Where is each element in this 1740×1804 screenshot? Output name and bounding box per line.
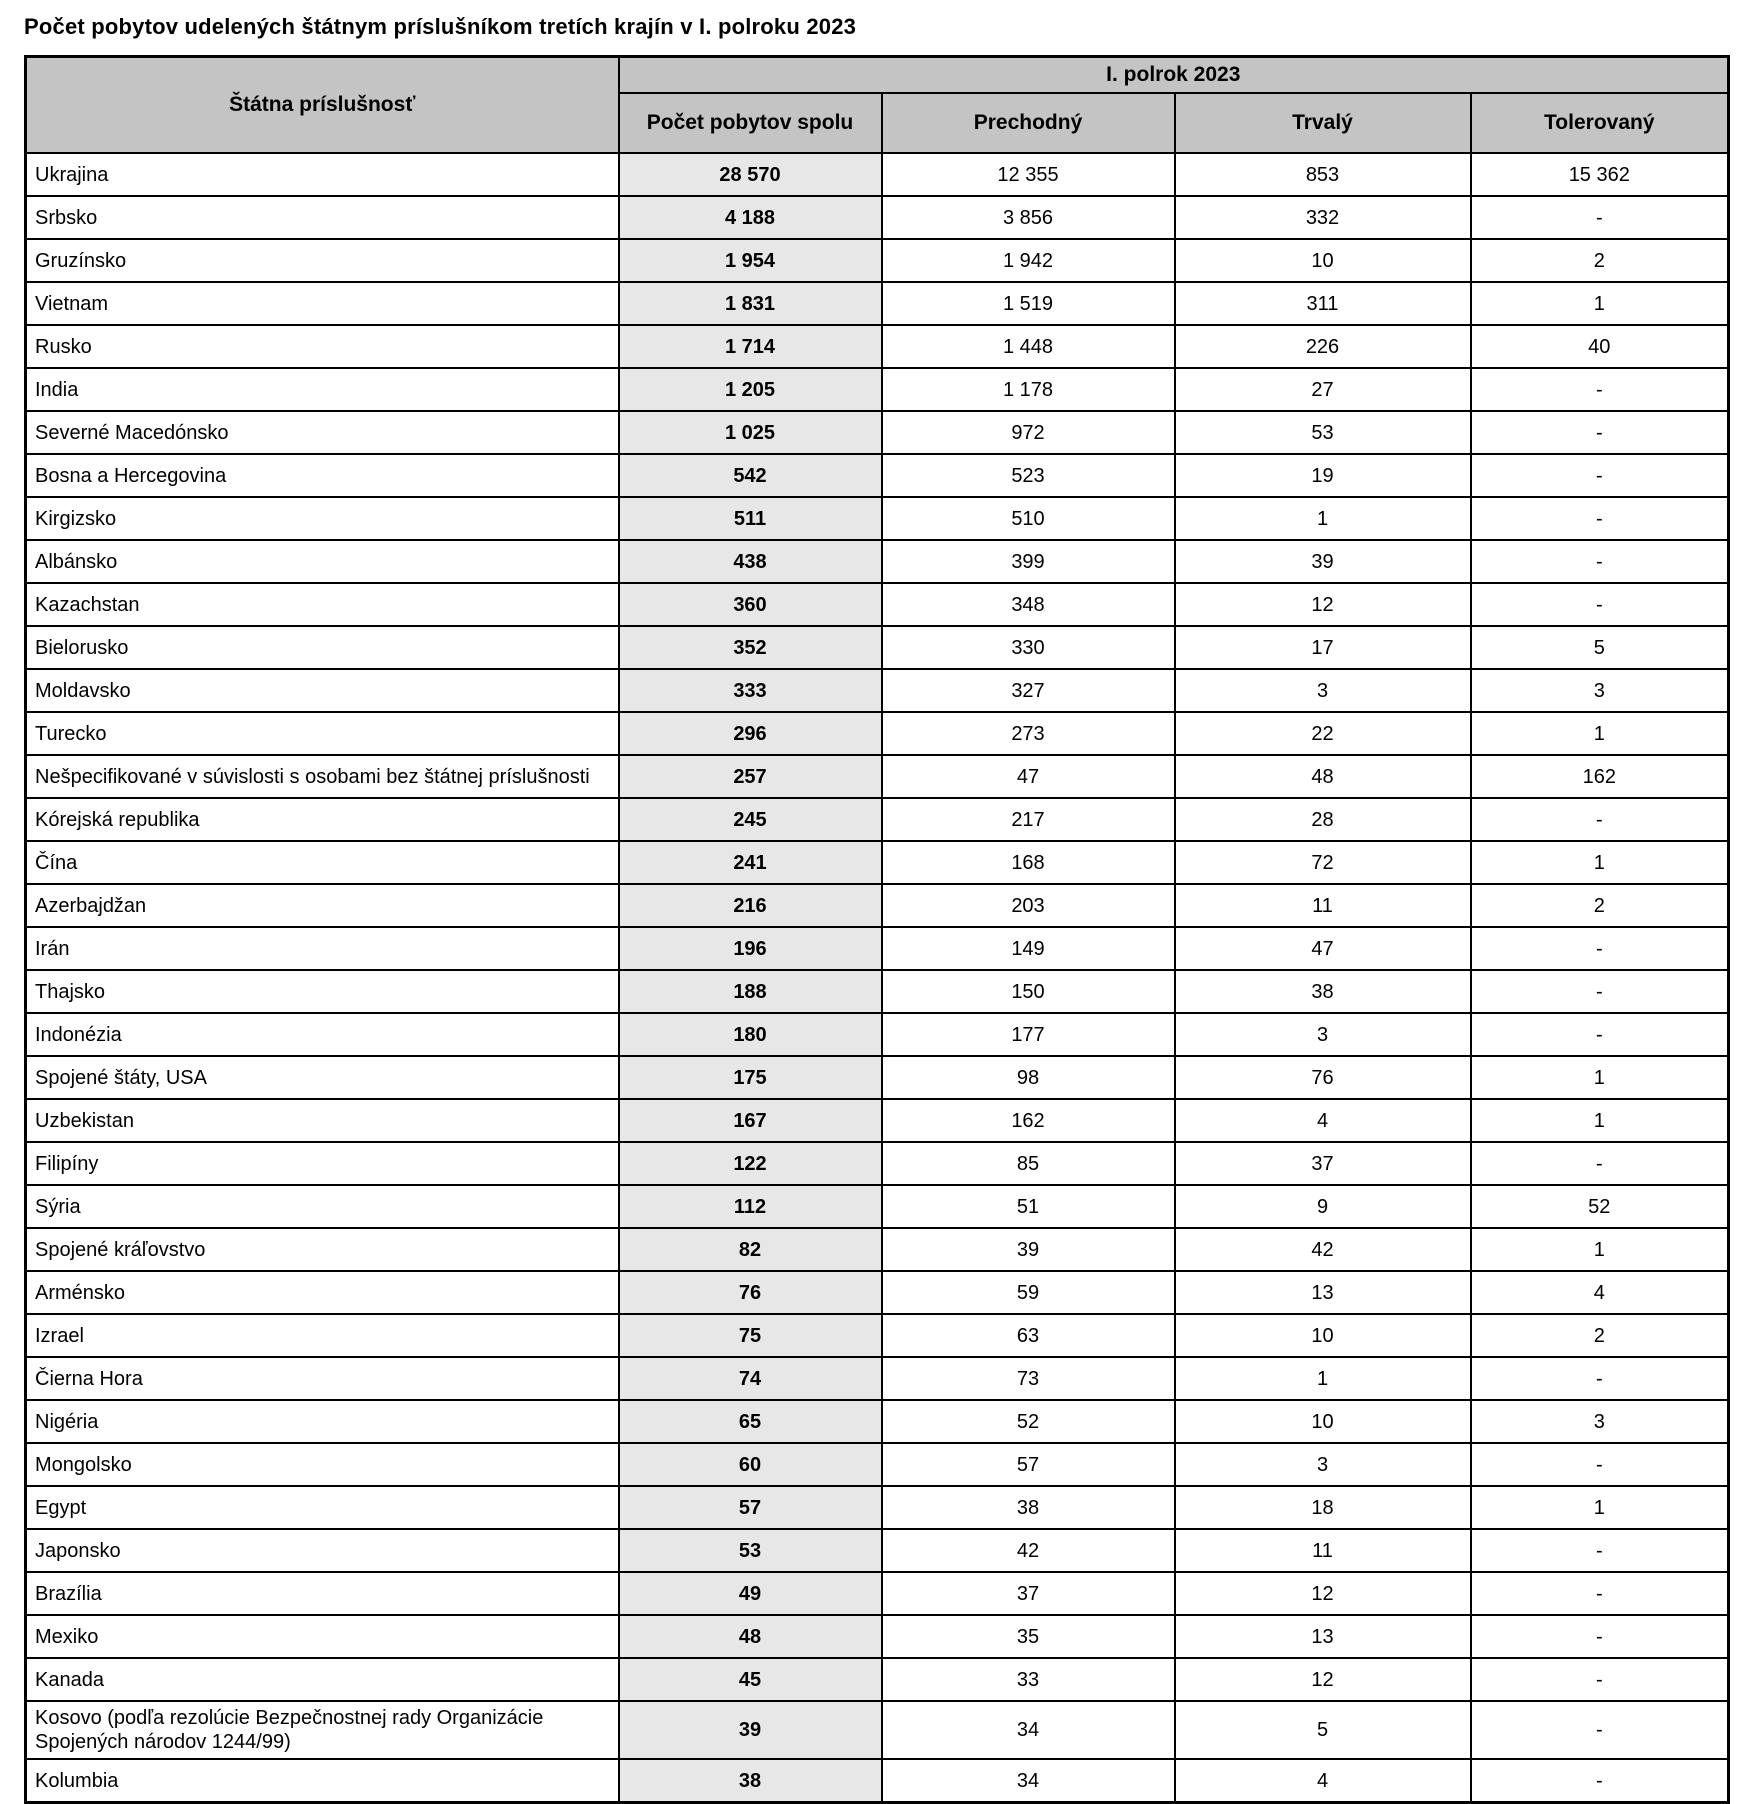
- total-cell: 74: [619, 1357, 882, 1400]
- table-row: [26, 1486, 1729, 1529]
- permanent-cell: 48: [1175, 755, 1471, 798]
- total-cell: 57: [619, 1486, 882, 1529]
- temporary-cell: 42: [882, 1529, 1175, 1572]
- col-header-total: Počet pobytov spolu: [619, 93, 882, 153]
- tolerated-cell: -: [1471, 1658, 1729, 1701]
- temporary-cell: 273: [882, 712, 1175, 755]
- total-cell: 28 570: [619, 153, 882, 196]
- country-cell: Uzbekistan: [26, 1099, 619, 1142]
- temporary-cell: 149: [882, 927, 1175, 970]
- total-cell: 60: [619, 1443, 882, 1486]
- table-row: [26, 497, 1729, 540]
- total-cell: 112: [619, 1185, 882, 1228]
- total-cell: 53: [619, 1529, 882, 1572]
- col-header-period: I. polrok 2023: [619, 57, 1729, 94]
- country-cell: Japonsko: [26, 1529, 619, 1572]
- total-cell: 1 205: [619, 368, 882, 411]
- country-cell: Gruzínsko: [26, 239, 619, 282]
- temporary-cell: 217: [882, 798, 1175, 841]
- temporary-cell: 34: [882, 1701, 1175, 1759]
- temporary-cell: 37: [882, 1572, 1175, 1615]
- total-cell: 175: [619, 1056, 882, 1099]
- table-row: [26, 454, 1729, 497]
- country-cell: Izrael: [26, 1314, 619, 1357]
- temporary-cell: 85: [882, 1142, 1175, 1185]
- total-cell: 1 025: [619, 411, 882, 454]
- total-cell: 216: [619, 884, 882, 927]
- country-cell: Albánsko: [26, 540, 619, 583]
- permanent-cell: 332: [1175, 196, 1471, 239]
- total-cell: 196: [619, 927, 882, 970]
- country-cell: Kórejská republika: [26, 798, 619, 841]
- residence-permits-table: [24, 55, 1730, 1804]
- country-cell: Kazachstan: [26, 583, 619, 626]
- tolerated-cell: 2: [1471, 239, 1729, 282]
- tolerated-cell: 162: [1471, 755, 1729, 798]
- country-cell: Čierna Hora: [26, 1357, 619, 1400]
- tolerated-cell: -: [1471, 970, 1729, 1013]
- temporary-cell: 59: [882, 1271, 1175, 1314]
- table-row: [26, 540, 1729, 583]
- permanent-cell: 28: [1175, 798, 1471, 841]
- table-row: [26, 411, 1729, 454]
- permanent-cell: 9: [1175, 1185, 1471, 1228]
- total-cell: 122: [619, 1142, 882, 1185]
- table-body: [26, 153, 1729, 1803]
- permanent-cell: 4: [1175, 1099, 1471, 1142]
- temporary-cell: 1 519: [882, 282, 1175, 325]
- temporary-cell: 162: [882, 1099, 1175, 1142]
- permanent-cell: 1: [1175, 1357, 1471, 1400]
- total-cell: 245: [619, 798, 882, 841]
- tolerated-cell: -: [1471, 1701, 1729, 1759]
- tolerated-cell: -: [1471, 583, 1729, 626]
- temporary-cell: 1 448: [882, 325, 1175, 368]
- permanent-cell: 5: [1175, 1701, 1471, 1759]
- tolerated-cell: -: [1471, 196, 1729, 239]
- country-cell: India: [26, 368, 619, 411]
- table-row: [26, 325, 1729, 368]
- permanent-cell: 226: [1175, 325, 1471, 368]
- total-cell: 542: [619, 454, 882, 497]
- total-cell: 48: [619, 1615, 882, 1658]
- country-cell: Kanada: [26, 1658, 619, 1701]
- permanent-cell: 311: [1175, 282, 1471, 325]
- total-cell: 75: [619, 1314, 882, 1357]
- tolerated-cell: 15 362: [1471, 153, 1729, 196]
- tolerated-cell: -: [1471, 497, 1729, 540]
- permanent-cell: 3: [1175, 1443, 1471, 1486]
- tolerated-cell: -: [1471, 1443, 1729, 1486]
- table-row: [26, 1228, 1729, 1271]
- temporary-cell: 73: [882, 1357, 1175, 1400]
- temporary-cell: 34: [882, 1759, 1175, 1803]
- country-cell: Irán: [26, 927, 619, 970]
- tolerated-cell: -: [1471, 368, 1729, 411]
- table-row: [26, 239, 1729, 282]
- country-cell: Srbsko: [26, 196, 619, 239]
- temporary-cell: 177: [882, 1013, 1175, 1056]
- total-cell: 1 714: [619, 325, 882, 368]
- table-row: [26, 1759, 1729, 1803]
- permanent-cell: 11: [1175, 884, 1471, 927]
- permanent-cell: 76: [1175, 1056, 1471, 1099]
- tolerated-cell: -: [1471, 1572, 1729, 1615]
- temporary-cell: 1 178: [882, 368, 1175, 411]
- table-row: [26, 970, 1729, 1013]
- permanent-cell: 12: [1175, 1572, 1471, 1615]
- tolerated-cell: 40: [1471, 325, 1729, 368]
- tolerated-cell: -: [1471, 1013, 1729, 1056]
- total-cell: 241: [619, 841, 882, 884]
- total-cell: 45: [619, 1658, 882, 1701]
- total-cell: 511: [619, 497, 882, 540]
- table-row: [26, 669, 1729, 712]
- temporary-cell: 1 942: [882, 239, 1175, 282]
- country-cell: Kosovo (podľa rezolúcie Bezpečnostnej rady Organizácie Spojených národov 1244/99): [26, 1701, 619, 1759]
- tolerated-cell: -: [1471, 927, 1729, 970]
- tolerated-cell: -: [1471, 798, 1729, 841]
- table-row: [26, 368, 1729, 411]
- permanent-cell: 12: [1175, 583, 1471, 626]
- total-cell: 296: [619, 712, 882, 755]
- total-cell: 49: [619, 1572, 882, 1615]
- table-row: [26, 196, 1729, 239]
- table-row: [26, 1013, 1729, 1056]
- permanent-cell: 3: [1175, 1013, 1471, 1056]
- table-row: [26, 1400, 1729, 1443]
- total-cell: 167: [619, 1099, 882, 1142]
- temporary-cell: 3 856: [882, 196, 1175, 239]
- temporary-cell: 330: [882, 626, 1175, 669]
- col-header-nationality: Štátna príslušnosť: [26, 57, 619, 154]
- temporary-cell: 63: [882, 1314, 1175, 1357]
- country-cell: Mongolsko: [26, 1443, 619, 1486]
- table-row: [26, 626, 1729, 669]
- country-cell: Kolumbia: [26, 1759, 619, 1803]
- permanent-cell: 17: [1175, 626, 1471, 669]
- table-row: [26, 1185, 1729, 1228]
- total-cell: 38: [619, 1759, 882, 1803]
- total-cell: 82: [619, 1228, 882, 1271]
- permanent-cell: 853: [1175, 153, 1471, 196]
- table-row: [26, 1357, 1729, 1400]
- country-cell: Filipíny: [26, 1142, 619, 1185]
- permanent-cell: 53: [1175, 411, 1471, 454]
- total-cell: 438: [619, 540, 882, 583]
- tolerated-cell: -: [1471, 411, 1729, 454]
- country-cell: Ukrajina: [26, 153, 619, 196]
- permanent-cell: 37: [1175, 1142, 1471, 1185]
- temporary-cell: 35: [882, 1615, 1175, 1658]
- country-cell: Arménsko: [26, 1271, 619, 1314]
- temporary-cell: 150: [882, 970, 1175, 1013]
- table-row: [26, 1142, 1729, 1185]
- tolerated-cell: -: [1471, 540, 1729, 583]
- country-cell: Bielorusko: [26, 626, 619, 669]
- tolerated-cell: 2: [1471, 1314, 1729, 1357]
- permanent-cell: 42: [1175, 1228, 1471, 1271]
- permanent-cell: 13: [1175, 1615, 1471, 1658]
- tolerated-cell: 1: [1471, 1099, 1729, 1142]
- tolerated-cell: -: [1471, 1615, 1729, 1658]
- table-row: [26, 1529, 1729, 1572]
- permanent-cell: 4: [1175, 1759, 1471, 1803]
- table-row: [26, 1572, 1729, 1615]
- country-cell: Azerbajdžan: [26, 884, 619, 927]
- country-cell: Indonézia: [26, 1013, 619, 1056]
- temporary-cell: 203: [882, 884, 1175, 927]
- temporary-cell: 33: [882, 1658, 1175, 1701]
- tolerated-cell: 2: [1471, 884, 1729, 927]
- tolerated-cell: 1: [1471, 282, 1729, 325]
- temporary-cell: 348: [882, 583, 1175, 626]
- country-cell: Sýria: [26, 1185, 619, 1228]
- table-row: [26, 1271, 1729, 1314]
- total-cell: 1 831: [619, 282, 882, 325]
- tolerated-cell: 5: [1471, 626, 1729, 669]
- permanent-cell: 22: [1175, 712, 1471, 755]
- country-cell: Vietnam: [26, 282, 619, 325]
- temporary-cell: 12 355: [882, 153, 1175, 196]
- table-row: [26, 1314, 1729, 1357]
- table-row: [26, 1099, 1729, 1142]
- total-cell: 352: [619, 626, 882, 669]
- table-row: [26, 153, 1729, 196]
- country-cell: Turecko: [26, 712, 619, 755]
- permanent-cell: 1: [1175, 497, 1471, 540]
- permanent-cell: 38: [1175, 970, 1471, 1013]
- total-cell: 39: [619, 1701, 882, 1759]
- temporary-cell: 972: [882, 411, 1175, 454]
- total-cell: 4 188: [619, 196, 882, 239]
- table-row: [26, 1615, 1729, 1658]
- country-cell: Spojené štáty, USA: [26, 1056, 619, 1099]
- permanent-cell: 12: [1175, 1658, 1471, 1701]
- temporary-cell: 38: [882, 1486, 1175, 1529]
- total-cell: 65: [619, 1400, 882, 1443]
- permanent-cell: 72: [1175, 841, 1471, 884]
- permanent-cell: 10: [1175, 1314, 1471, 1357]
- total-cell: 188: [619, 970, 882, 1013]
- tolerated-cell: 4: [1471, 1271, 1729, 1314]
- total-cell: 257: [619, 755, 882, 798]
- permanent-cell: 47: [1175, 927, 1471, 970]
- tolerated-cell: -: [1471, 454, 1729, 497]
- permanent-cell: 18: [1175, 1486, 1471, 1529]
- temporary-cell: 399: [882, 540, 1175, 583]
- country-cell: Čína: [26, 841, 619, 884]
- table-row: [26, 1701, 1729, 1759]
- country-cell: Kirgizsko: [26, 497, 619, 540]
- table-row: [26, 1056, 1729, 1099]
- table-row: [26, 1658, 1729, 1701]
- permanent-cell: 27: [1175, 368, 1471, 411]
- table-row: [26, 841, 1729, 884]
- table-row: [26, 884, 1729, 927]
- permanent-cell: 13: [1175, 1271, 1471, 1314]
- tolerated-cell: 1: [1471, 1056, 1729, 1099]
- table-header: [26, 57, 1729, 154]
- tolerated-cell: 3: [1471, 1400, 1729, 1443]
- permanent-cell: 39: [1175, 540, 1471, 583]
- col-header-temporary: Prechodný: [882, 93, 1175, 153]
- table-row: [26, 927, 1729, 970]
- table-row: [26, 712, 1729, 755]
- temporary-cell: 39: [882, 1228, 1175, 1271]
- temporary-cell: 523: [882, 454, 1175, 497]
- country-cell: Rusko: [26, 325, 619, 368]
- temporary-cell: 510: [882, 497, 1175, 540]
- permanent-cell: 3: [1175, 669, 1471, 712]
- total-cell: 76: [619, 1271, 882, 1314]
- col-header-permanent: Trvalý: [1175, 93, 1471, 153]
- total-cell: 1 954: [619, 239, 882, 282]
- tolerated-cell: 1: [1471, 841, 1729, 884]
- tolerated-cell: 3: [1471, 669, 1729, 712]
- country-cell: Spojené kráľovstvo: [26, 1228, 619, 1271]
- country-cell: Nešpecifikované v súvislosti s osobami bez štátnej príslušnosti: [26, 755, 619, 798]
- table-row: [26, 583, 1729, 626]
- country-cell: Severné Macedónsko: [26, 411, 619, 454]
- temporary-cell: 57: [882, 1443, 1175, 1486]
- temporary-cell: 47: [882, 755, 1175, 798]
- temporary-cell: 168: [882, 841, 1175, 884]
- temporary-cell: 52: [882, 1400, 1175, 1443]
- permanent-cell: 10: [1175, 1400, 1471, 1443]
- permanent-cell: 10: [1175, 239, 1471, 282]
- tolerated-cell: -: [1471, 1529, 1729, 1572]
- table-row: [26, 1443, 1729, 1486]
- country-cell: Moldavsko: [26, 669, 619, 712]
- country-cell: Mexiko: [26, 1615, 619, 1658]
- table-row: [26, 798, 1729, 841]
- page-title: Počet pobytov udelených štátnym príslušníkom tretích krajín v I. polroku 2023: [24, 14, 857, 39]
- tolerated-cell: 52: [1471, 1185, 1729, 1228]
- total-cell: 360: [619, 583, 882, 626]
- tolerated-cell: -: [1471, 1759, 1729, 1803]
- temporary-cell: 327: [882, 669, 1175, 712]
- tolerated-cell: -: [1471, 1357, 1729, 1400]
- tolerated-cell: 1: [1471, 712, 1729, 755]
- temporary-cell: 98: [882, 1056, 1175, 1099]
- tolerated-cell: 1: [1471, 1486, 1729, 1529]
- country-cell: Thajsko: [26, 970, 619, 1013]
- country-cell: Nigéria: [26, 1400, 619, 1443]
- tolerated-cell: 1: [1471, 1228, 1729, 1271]
- total-cell: 180: [619, 1013, 882, 1056]
- permanent-cell: 19: [1175, 454, 1471, 497]
- temporary-cell: 51: [882, 1185, 1175, 1228]
- country-cell: Egypt: [26, 1486, 619, 1529]
- table-row: [26, 755, 1729, 798]
- total-cell: 333: [619, 669, 882, 712]
- country-cell: Bosna a Hercegovina: [26, 454, 619, 497]
- tolerated-cell: -: [1471, 1142, 1729, 1185]
- permanent-cell: 11: [1175, 1529, 1471, 1572]
- table-row: [26, 282, 1729, 325]
- col-header-tolerated: Tolerovaný: [1471, 93, 1729, 153]
- country-cell: Brazília: [26, 1572, 619, 1615]
